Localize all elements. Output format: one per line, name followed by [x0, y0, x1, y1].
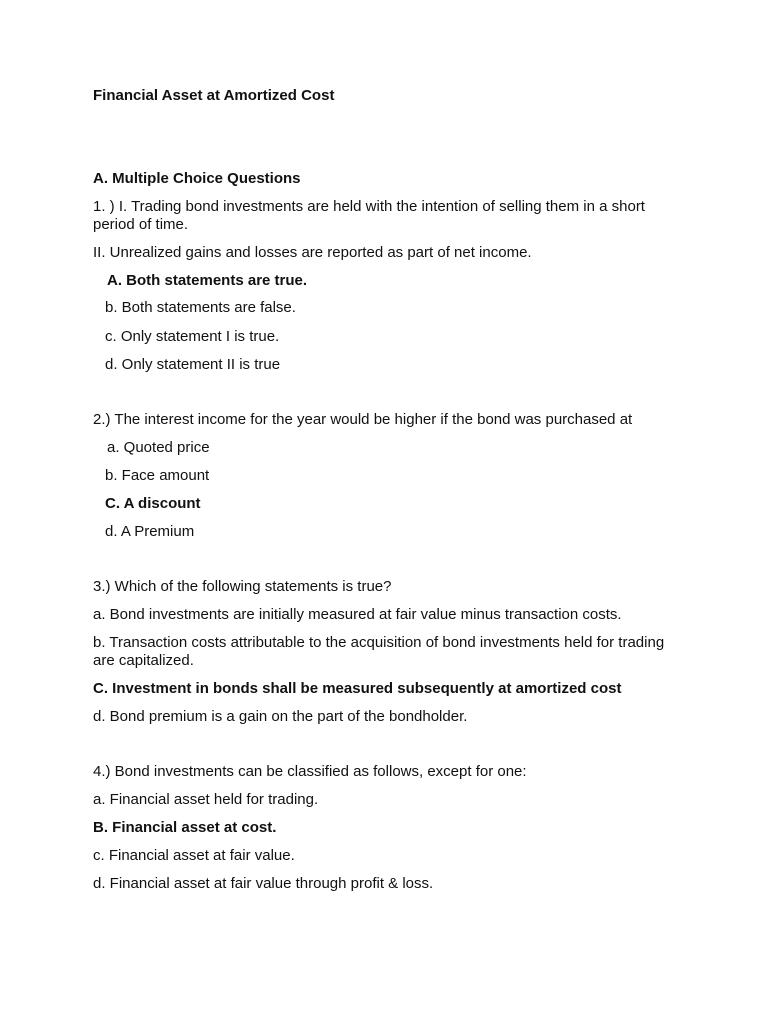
question-3-option-c: C. Investment in bonds shall be measured subsequently at amortized cost [93, 680, 622, 697]
question-4-option-a: a. Financial asset held for trading. [93, 791, 319, 808]
question-3-option-a: a. Bond investments are initially measured at fair value minus transaction costs. [93, 606, 622, 623]
question-4-option-d: d. Financial asset at fair value through profit & loss. [93, 875, 434, 892]
question-3-stem: 3.) Which of the following statements is true? [93, 578, 392, 595]
question-2-option-b: b. Face amount [105, 467, 210, 484]
question-4-option-b: B. Financial asset at cost. [93, 819, 277, 836]
question-3-option-d: d. Bond premium is a gain on the part of the bondholder. [93, 708, 468, 725]
question-1-stem-part2: II. Unrealized gains and losses are reported as part of net income. [93, 244, 532, 261]
question-1-stem: 1. ) I. Trading bond investments are held with the intention of selling them in a short period of time. [93, 198, 645, 233]
question-4-stem: 4.) Bond investments can be classified as follows, except for one: [93, 763, 527, 780]
document-title: Financial Asset at Amortized Cost [93, 87, 335, 104]
question-2-option-c: C. A discount [105, 495, 201, 512]
question-2-option-d: d. A Premium [105, 523, 195, 540]
question-3-option-b: b. Transaction costs attributable to the acquisition of bond investments held for trading are capitalized. [93, 634, 665, 669]
question-1-option-b: b. Both statements are false. [105, 299, 296, 316]
question-1-option-a: A. Both statements are true. [107, 272, 308, 289]
question-1-option-c: c. Only statement I is true. [105, 328, 280, 345]
question-2-stem: 2.) The interest income for the year would be higher if the bond was purchased at [93, 411, 633, 428]
question-1-option-d: d. Only statement II is true [105, 356, 281, 373]
section-heading: A. Multiple Choice Questions [93, 170, 301, 187]
question-2-option-a: a. Quoted price [107, 439, 210, 456]
question-4-option-c: c. Financial asset at fair value. [93, 847, 295, 864]
